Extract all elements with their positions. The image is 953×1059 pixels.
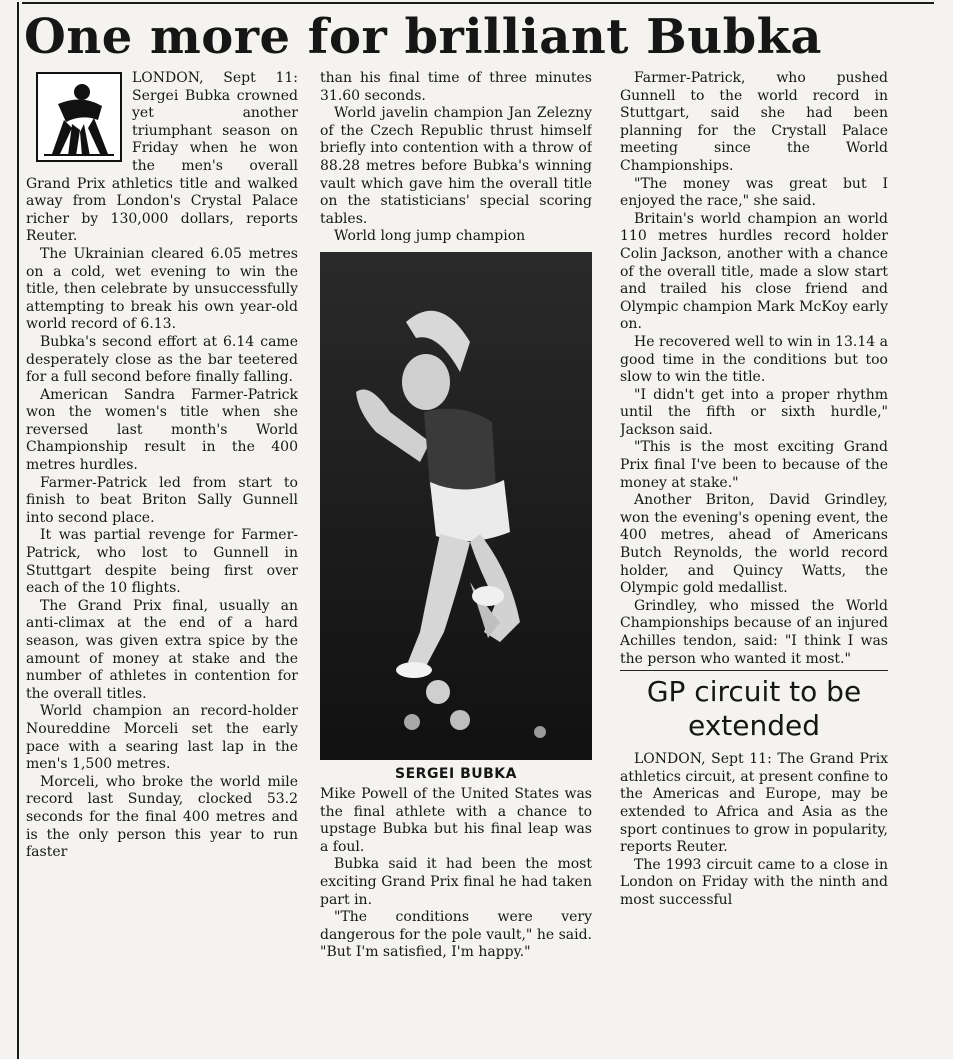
paragraph: "The conditions were very dangerous for the pole vault," he said. "But I'm satisfied, I'm happy." xyxy=(320,909,592,961)
paragraph: Bubka's second effort at 6.14 came desperately close as the bar teetered for a full second before finally falling. xyxy=(26,333,298,386)
headline: One more for brilliant Bubka xyxy=(24,9,823,65)
paragraph: The Ukrainian cleared 6.05 metres on a cold, wet evening to win the title, then celebrate by unsuccessfully attempting to break his own year-old world record of 6.13. xyxy=(26,245,298,333)
paragraph: American Sandra Farmer-Patrick won the women's title when she reversed last month's World Championship result in the 400 metres hurdles. xyxy=(26,386,298,474)
paragraph: It was partial revenge for Farmer-Patrick, who lost to Gunnell in Stuttgart despite being first over each of the 10 flights. xyxy=(26,527,298,597)
paragraph: He recovered well to win in 13.14 a good time in the conditions but too slow to win the title. xyxy=(620,333,888,386)
paragraph: "This is the most exciting Grand Prix final I've been to because of the money at stake." xyxy=(620,439,888,491)
photo-caption: SERGEI BUBKA xyxy=(395,765,517,782)
athlete-photo xyxy=(320,252,592,760)
paragraph: Farmer-Patrick, who pushed Gunnell to the world record in Stuttgart, said she had been planning for the Crystall Palace meeting since the World Championships. xyxy=(620,70,888,174)
paragraph: The Grand Prix final, usually an anti-climax at the end of a hard season, was given extra spice by the amount of money at stake and the number of athletes in contention for the overall titles. xyxy=(26,597,298,702)
sport-logo-icon xyxy=(36,72,122,162)
top-rule xyxy=(22,2,934,4)
paragraph: World javelin champion Jan Zelezny of the Czech Republic thrust himself briefly into contention with a throw of 88.28 metres before Bubka's winning vault which gave him the overall title on the statisticians' special scoring tables. xyxy=(320,105,592,227)
subheadline: GP circuit to be extended xyxy=(646,675,862,743)
column-2 xyxy=(320,70,592,1055)
column-3 xyxy=(620,70,888,1055)
paragraph: Grindley, who missed the World Championships because of an injured Achilles tendon, said: "I think I was the person who wanted it most." xyxy=(620,597,888,667)
paragraph: "I didn't get into a proper rhythm until the fifth or sixth hurdle," Jackson said. xyxy=(620,386,888,438)
paragraph: World long jump champion xyxy=(334,228,526,245)
paragraph: "The money was great but I enjoyed the race," she said. xyxy=(620,175,888,210)
paragraph: Morceli, who broke the world mile record last Sunday, clocked 53.2 seconds for the final 400 metres and is the only person this year to run faster xyxy=(26,773,298,861)
paragraph: than his final time of three minutes 31.60 seconds. xyxy=(320,70,592,104)
paragraph: LONDON, Sept 11: The Grand Prix athletics circuit, at present confine to the Americas and Europe, may be extended to Africa and Asia as the sport continues to grow in popularity, reports Reuter. xyxy=(620,751,888,856)
paragraph: Another Briton, David Grindley, won the evening's opening event, the 400 metres, ahead of Americans Butch Reynolds, the world record holder, and Quincy Watts, the Olympic gold medallist. xyxy=(620,492,888,597)
section-divider xyxy=(620,670,888,671)
paragraph: Farmer-Patrick led from start to finish to beat Briton Sally Gunnell into second place. xyxy=(26,474,298,526)
paragraph: World champion an record-holder Noureddine Morceli set the early pace with a searing last lap in the men's 1,500 metres. xyxy=(26,703,298,773)
paragraph: Mike Powell of the United States was the final athlete with a chance to upstage Bubka but his final leap was a foul. xyxy=(320,785,592,855)
paragraph: Bubka said it had been the most exciting Grand Prix final he had taken part in. xyxy=(320,856,592,908)
paragraph: Britain's world champion an world 110 metres hurdles record holder Colin Jackson, another with a chance of the overall title, made a slow start and trailed his close friend and Olympic champion Mark McKoy early on. xyxy=(620,210,888,333)
paragraph: The 1993 circuit came to a close in London on Friday with the ninth and most successful xyxy=(620,856,888,908)
column-1 xyxy=(26,70,298,1055)
paragraph: LONDON, Sept 11: Sergei Bubka crowned yet another triumphant season on Friday when he won the men's overall Grand Prix athletics title and walked away from London's Crystal Palace richer by 130,000 dollars, reports Reuter. xyxy=(26,70,298,245)
left-rule xyxy=(17,2,19,1059)
